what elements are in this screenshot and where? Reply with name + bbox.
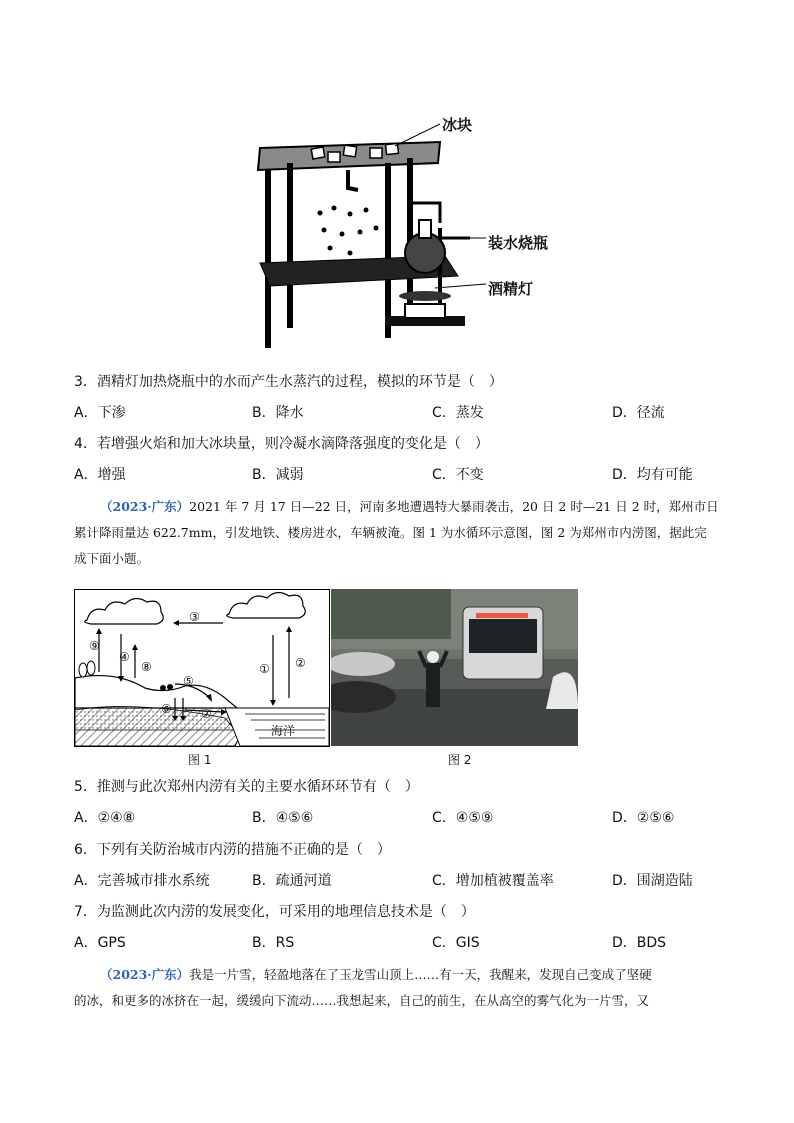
q3-option-c[interactable]: C．蒸发 bbox=[432, 405, 484, 421]
figure-2-flood-photo bbox=[331, 589, 578, 746]
q5-option-b[interactable]: B．④⑤⑥ bbox=[252, 810, 314, 826]
label-lamp: 酒精灯 bbox=[488, 280, 534, 298]
question-6: 6．下列有关防治城市内涝的措施不正确的是（ ） bbox=[74, 842, 391, 858]
fig1-num-5: ⑤ bbox=[183, 674, 194, 688]
passage-2 bbox=[74, 962, 754, 1014]
q4-option-d[interactable]: D．均有可能 bbox=[612, 467, 693, 483]
question-5: 5．推测与此次郑州内涝有关的主要水循环环节有（ ） bbox=[74, 779, 419, 795]
q5-option-c[interactable]: C．④⑤⑨ bbox=[432, 810, 494, 826]
fig1-num-9: ⑨ bbox=[89, 639, 100, 653]
passage-1-source: （2023·广东） bbox=[100, 499, 190, 514]
figure-2-caption: 图 2 bbox=[448, 753, 472, 767]
question-3: 3．酒精灯加热烧瓶中的水而产生水蒸汽的过程，模拟的环节是（ ） bbox=[74, 374, 503, 390]
fig1-num-4: ④ bbox=[119, 650, 130, 664]
figure-1-water-cycle bbox=[74, 589, 330, 747]
q7-option-a[interactable]: A．GPS bbox=[74, 935, 126, 951]
experiment-figure bbox=[230, 108, 570, 358]
q6-option-c[interactable]: C．增加植被覆盖率 bbox=[432, 873, 554, 889]
fig1-num-2: ② bbox=[295, 656, 306, 670]
q5-option-d[interactable]: D．②⑤⑥ bbox=[612, 810, 675, 826]
question-7: 7．为监测此次内涝的发展变化，可采用的地理信息技术是（ ） bbox=[74, 904, 475, 920]
fig1-num-7: ⑦ bbox=[201, 707, 212, 721]
flood-photo-image bbox=[331, 589, 578, 746]
q3-option-d[interactable]: D．径流 bbox=[612, 405, 665, 421]
q6-option-d[interactable]: D．围湖造陆 bbox=[612, 873, 693, 889]
q6-option-b[interactable]: B．疏通河道 bbox=[252, 873, 332, 889]
q4-option-a[interactable]: A．增强 bbox=[74, 467, 126, 483]
q7-option-d[interactable]: D．BDS bbox=[612, 935, 667, 951]
figure-1-caption: 图 1 bbox=[188, 753, 212, 767]
fig1-num-6: ⑥ bbox=[161, 702, 172, 716]
q7-option-c[interactable]: C．GIS bbox=[432, 935, 480, 951]
q3-option-a[interactable]: A．下渗 bbox=[74, 405, 126, 421]
passage-2-line-2: 的冰，和更多的冰挤在一起，缓缓向下流动……我想起来，自己的前生，在从高空的雾气化为一片雪，又 bbox=[74, 993, 650, 1008]
passage-2-line-1: 我是一片雪，轻盈地落在了玉龙雪山顶上……有一天，我醒来，发现自己变成了坚硬 bbox=[189, 967, 652, 982]
q6-option-a[interactable]: A．完善城市排水系统 bbox=[74, 873, 210, 889]
passage-1-line-2: 累计降雨量达 622.7mm，引发地铁、楼房进水，车辆被淹。图 1 为水循环示意图，图 2 为郑州市内涝图，据此完 bbox=[74, 525, 707, 540]
label-flask: 装水烧瓶 bbox=[488, 234, 549, 252]
fig1-num-1: ① bbox=[259, 662, 270, 676]
fig1-num-3: ③ bbox=[189, 610, 200, 624]
q7-option-b[interactable]: B．RS bbox=[252, 935, 295, 951]
q5-option-a[interactable]: A．②④⑧ bbox=[74, 810, 136, 826]
q4-option-c[interactable]: C．不变 bbox=[432, 467, 484, 483]
fig1-num-8: ⑧ bbox=[141, 660, 152, 674]
q3-option-b[interactable]: B．降水 bbox=[252, 405, 304, 421]
passage-2-source: （2023·广东） bbox=[100, 967, 190, 982]
passage-1 bbox=[74, 494, 754, 572]
passage-1-line-3: 成下面小题。 bbox=[74, 551, 150, 566]
fig1-ocean-label: 海洋 bbox=[271, 724, 296, 738]
q4-option-b[interactable]: B．减弱 bbox=[252, 467, 304, 483]
question-4: 4．若增强火焰和加大冰块量，则冷凝水滴降落强度的变化是（ ） bbox=[74, 436, 489, 452]
passage-1-line-1: 2021 年 7 月 17 日—22 日，河南多地遭遇特大暴雨袭击，20 日 2 时—21 日 2 时，郑州市日 bbox=[189, 499, 719, 514]
label-ice: 冰块 bbox=[442, 116, 473, 134]
